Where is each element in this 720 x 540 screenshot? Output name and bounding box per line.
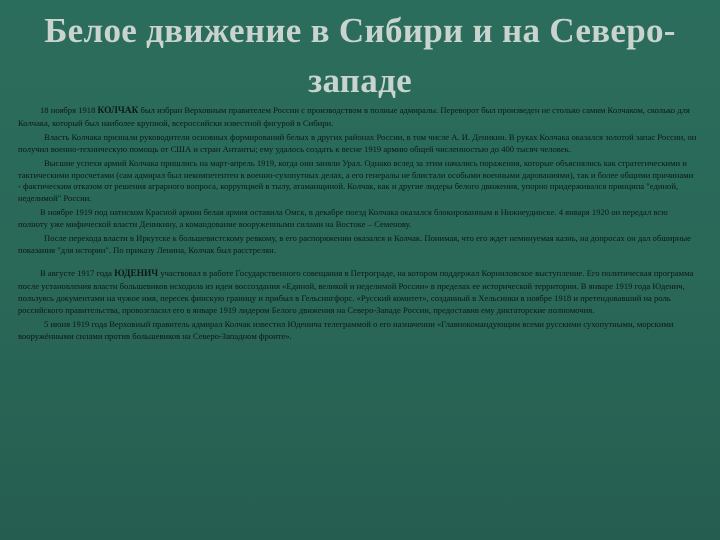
paragraph-kolchak-successes <box>18 158 698 205</box>
paragraph-text: Власть Колчака признали руководители основных формирований белых в других районах России, в том числе А. И. Деникин. В руках Колчака оказался золотой запас России, он получил военно-техническую помощь от США и стран Антанты; ему удалось создать к весне 1919 армию общей численностью до 400 тысяч человек. <box>18 132 697 154</box>
slide-body <box>18 105 698 345</box>
paragraph-text: Высшие успехи армий Колчака пришлись на март-апрель 1919, когда они заняли Урал. Однако вслед за этим начались поражения, которые объяснялись как стратегическими и тактическими просчетами (сам адмирал был некомпетентен в военно-сухопутных делах, а его генералы не блистали особыми военными дарованиями), так и более общими причинами - фактическим отказом от решения аграрного вопроса, коррупцией в тылу, атаманщиной. Колчак, как и другие лидеры белого движения, упорно придерживался принципа "единой, неделимой" России. <box>18 158 694 204</box>
paragraph-text: 18 ноября 1918 <box>40 105 98 115</box>
paragraph-text: был избран Верховным правителем России с производством в полные адмиралы. Переворот был произведен не столько самим Колчаком, сколько для Колчака, который был наиболее крупной, всероссийски известной фигурой в Сибири. <box>18 105 690 128</box>
paragraph-omsk-retreat <box>18 207 698 230</box>
paragraph-kolchak-elected <box>18 105 698 129</box>
paragraph-yudenich <box>18 268 698 316</box>
paragraph-text: В ноябре 1919 под натиском Красной армии белая армия оставила Омск, в декабре поезд Колчака оказался блокированным в Нижнеудинске. 4 января 1920 он передал всю полноту уже мифической власти Деникину, а командование вооруженными силами на Востоке – Семенову. <box>18 207 668 230</box>
paragraph-bold-name: КОЛЧАК <box>97 106 139 116</box>
section-gap <box>18 259 698 268</box>
slide-title: Белое движение в Сибири и на Северо-западе <box>44 11 676 100</box>
paragraph-kolchak-recognition <box>18 132 698 155</box>
paragraph-bold-name: ЮДЕНИЧ <box>114 269 159 280</box>
paragraph-yudenich-appointment <box>18 319 698 342</box>
paragraph-text: участвовал в работе Государственного совещания в Петрограде, на котором поддержал Корниловское выступление. Его политическая программа после установления власти большевиков исходила из идеи воссоздания «Единой, великой и неделимой России» в пределах ее исторической территории. В январе 1919 года Юденич, пользуясь документами на чужое имя, пересек финскую границу и прибыл в Гельсингфорс. «Русский комитет», созданный в Хельсинки в ноябре 1918 и претендовавший на роль российского правительства, провозгласил его в январе 1919 лидером Белого движения на Северо-Западе России, предоставив ему диктаторские полномочия. <box>18 268 694 315</box>
paragraph-text: 5 июня 1919 года Верховный правитель адмирал Колчак известил Юденича телеграммой о его назначении «Главнокомандующим всеми русскими сухопутными, морскими вооружёнными силами против большевиков на Северо-Западном фронте». <box>18 318 674 341</box>
paragraph-kolchak-execution <box>18 233 698 256</box>
paragraph-text: После перехода власти в Иркутске к большевистскому ревкому, в его распоряжении оказался и Колчак. Понимая, что его ждет неминуемая казнь, на допросах он дал обширные показания "для истории". По приказу Ленина, Колчак был расстрелян. <box>18 233 691 256</box>
paragraph-text: В августе 1917 года <box>40 268 115 279</box>
